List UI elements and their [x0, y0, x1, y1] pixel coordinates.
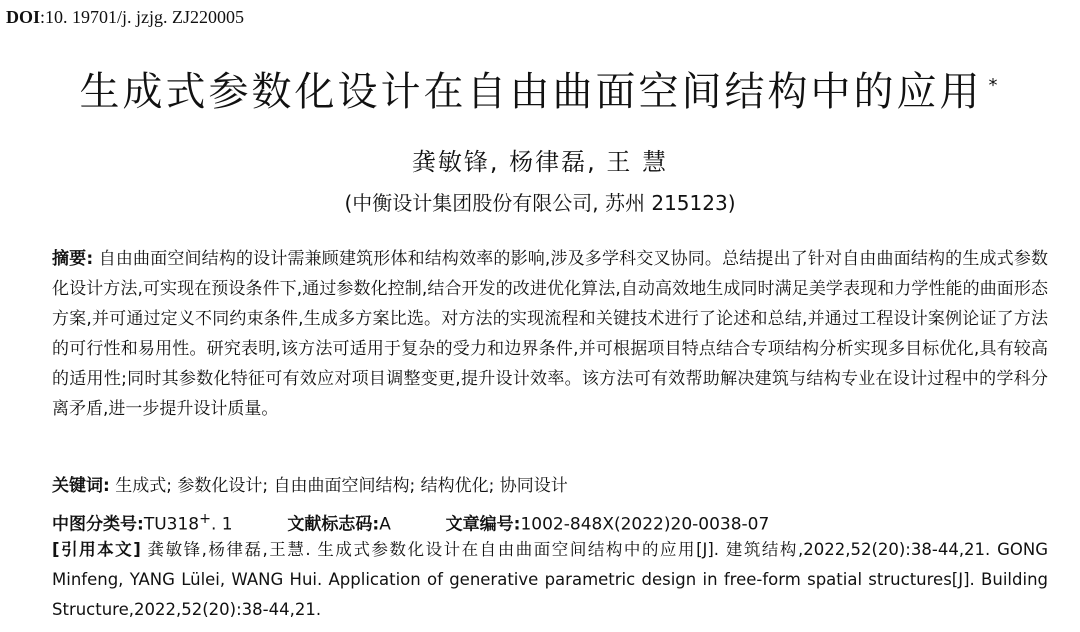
- doi-value: :10. 19701/j. jzjg. ZJ220005: [40, 7, 245, 27]
- clc-sup: +: [199, 511, 211, 527]
- affiliation: (中衡设计集团股份有限公司, 苏州 215123): [344, 191, 736, 215]
- clc-value: TU318: [143, 514, 200, 535]
- author-list: 龚敏锋, 杨律磊, 王 慧: [411, 148, 669, 176]
- doc-code-label: 文献标志码:: [287, 514, 380, 535]
- doi-label: DOI: [6, 7, 41, 27]
- classification-line: [52, 505, 1048, 539]
- doi-line: [6, 6, 244, 28]
- keywords-text: 生成式; 参数化设计; 自由曲面空间结构; 结构优化; 协同设计: [115, 476, 568, 496]
- citation-label: [引用本文]: [52, 540, 141, 559]
- paper-title-text: 生成式参数化设计在自由曲面空间结构中的应用: [79, 69, 983, 115]
- clc-label: 中图分类号:: [52, 514, 144, 535]
- paper-title: [0, 62, 1080, 122]
- doc-code-value: A: [379, 514, 391, 535]
- abstract: [52, 244, 1048, 424]
- citation: [52, 535, 1048, 625]
- article-no-label: 文章编号:: [445, 514, 521, 535]
- abstract-text: 自由曲面空间结构的设计需兼顾建筑形体和结构效率的影响,涉及多学科交叉协同。总结提出了针对自由曲面结构的生成式参数化设计方法,可实现在预设条件下,通过参数化控制,结合开发的改进优化算法,自动高效地生成同时满足美学表现和力学性能的曲面形态方案,并可通过定义不同约束条件,生成多方案比选。对方法的实现流程和关键技术进行了论述和总结,并通过工程设计案例论证了方法的可行性和易用性。研究表明,该方法可适用于复杂的受力和边界条件,并可根据项目特点结合专项结构分析实现多目标优化,具有较高的适用性;同时其参数化特征可有效应对项目调整变更,提升设计效率。该方法可有效帮助解决建筑与结构专业在设计过程中的学科分离矛盾,进一步提升设计质量。: [52, 249, 1048, 419]
- abstract-label: 摘要:: [52, 249, 94, 269]
- citation-text: 龚敏锋,杨律磊,王慧. 生成式参数化设计在自由曲面空间结构中的应用[J]. 建筑结构,2022,52(20):38-44,21. GONG Minfeng, YANG Lülei, WANG Hui. Application of generative parametric design in free-form spatial structures[J]. Building Structure,2022,52(20):38-44,21.: [52, 540, 1048, 619]
- keywords: [52, 472, 1048, 500]
- clc-suffix: . 1: [210, 514, 233, 535]
- article-no-value: 1002-848X(2022)20-0038-07: [520, 514, 770, 535]
- title-footnote-mark: *: [988, 75, 1001, 96]
- keywords-label: 关键词:: [52, 476, 110, 496]
